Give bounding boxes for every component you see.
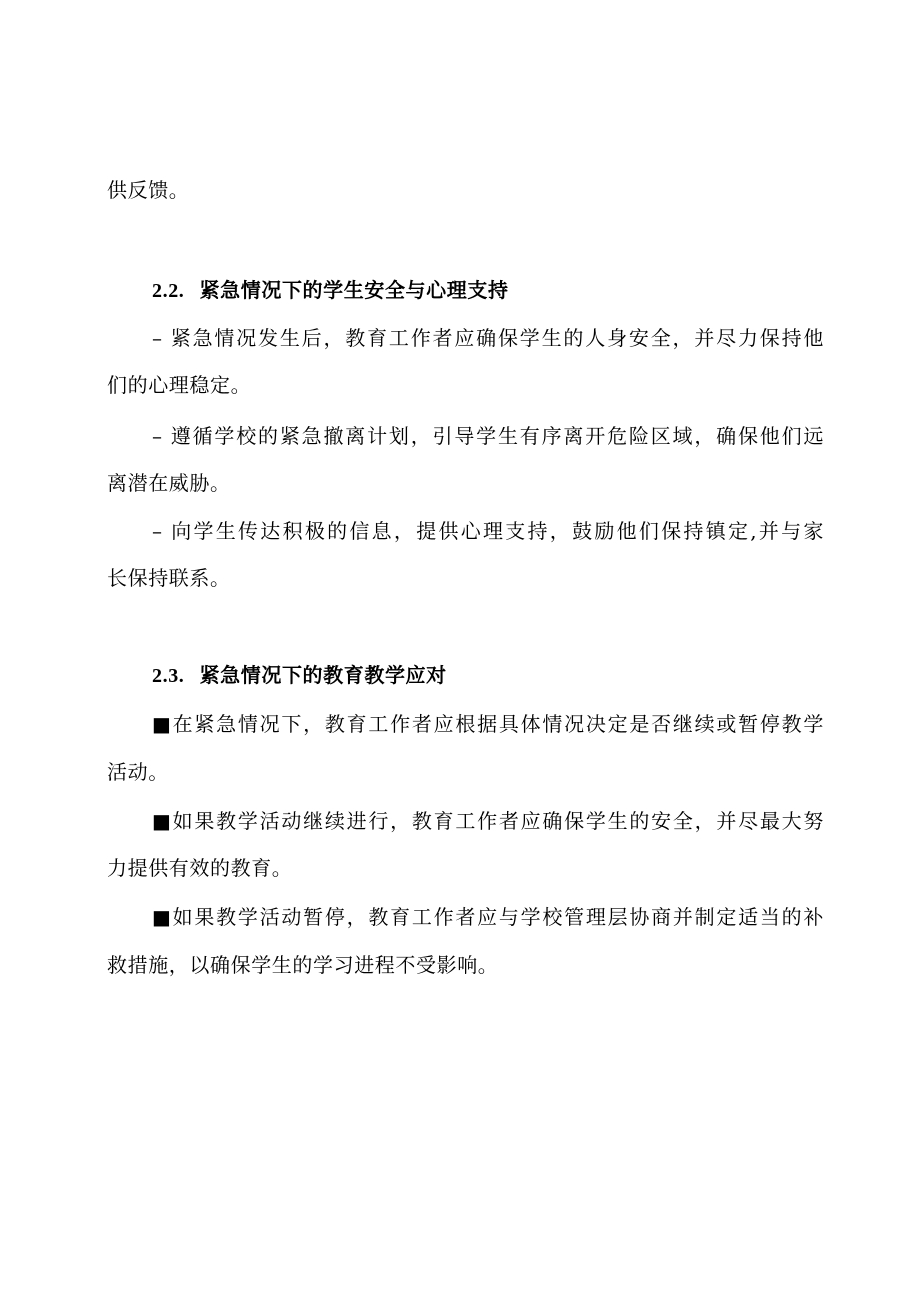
list-item-continuation: 离潜在威胁。: [107, 471, 231, 495]
list-item-continuation: 救措施，以确保学生的学习进程不受影响。: [107, 953, 499, 977]
list-item-continuation: 力提供有效的教育。: [107, 856, 293, 880]
section-number: 2.3.: [152, 665, 185, 687]
list-item-first-line: ■如果教学活动继续进行，教育工作者应确保学生的安全，并尽最大努: [152, 809, 824, 833]
section-title: 紧急情况下的教育教学应对: [199, 663, 447, 687]
list-item-first-line: ■如果教学活动暂停，教育工作者应与学校管理层协商并制定适当的补: [152, 905, 824, 929]
list-item-continuation: 长保持联系。: [107, 566, 231, 590]
list-item-first-line: ■在紧急情况下，教育工作者应根据具体情况决定是否继续或暂停教学: [152, 712, 824, 736]
list-item-continuation: 活动。: [107, 760, 169, 784]
section-title: 紧急情况下的学生安全与心理支持: [199, 278, 509, 302]
section-heading-2-3: [152, 663, 447, 688]
list-item-continuation: 们的心理稳定。: [107, 373, 252, 397]
list-item-first-line: – 遵循学校的紧急撤离计划，引导学生有序离开危险区域，确保他们远: [152, 424, 824, 448]
list-item-first-line: – 向学生传达积极的信息，提供心理支持，鼓励他们保持镇定,并与家: [152, 519, 824, 543]
paragraph-continuation: 供反馈。: [107, 178, 190, 202]
section-number: 2.2.: [152, 280, 185, 302]
section-heading-2-2: [152, 278, 509, 303]
list-item-first-line: – 紧急情况发生后，教育工作者应确保学生的人身安全，并尽力保持他: [152, 326, 824, 350]
